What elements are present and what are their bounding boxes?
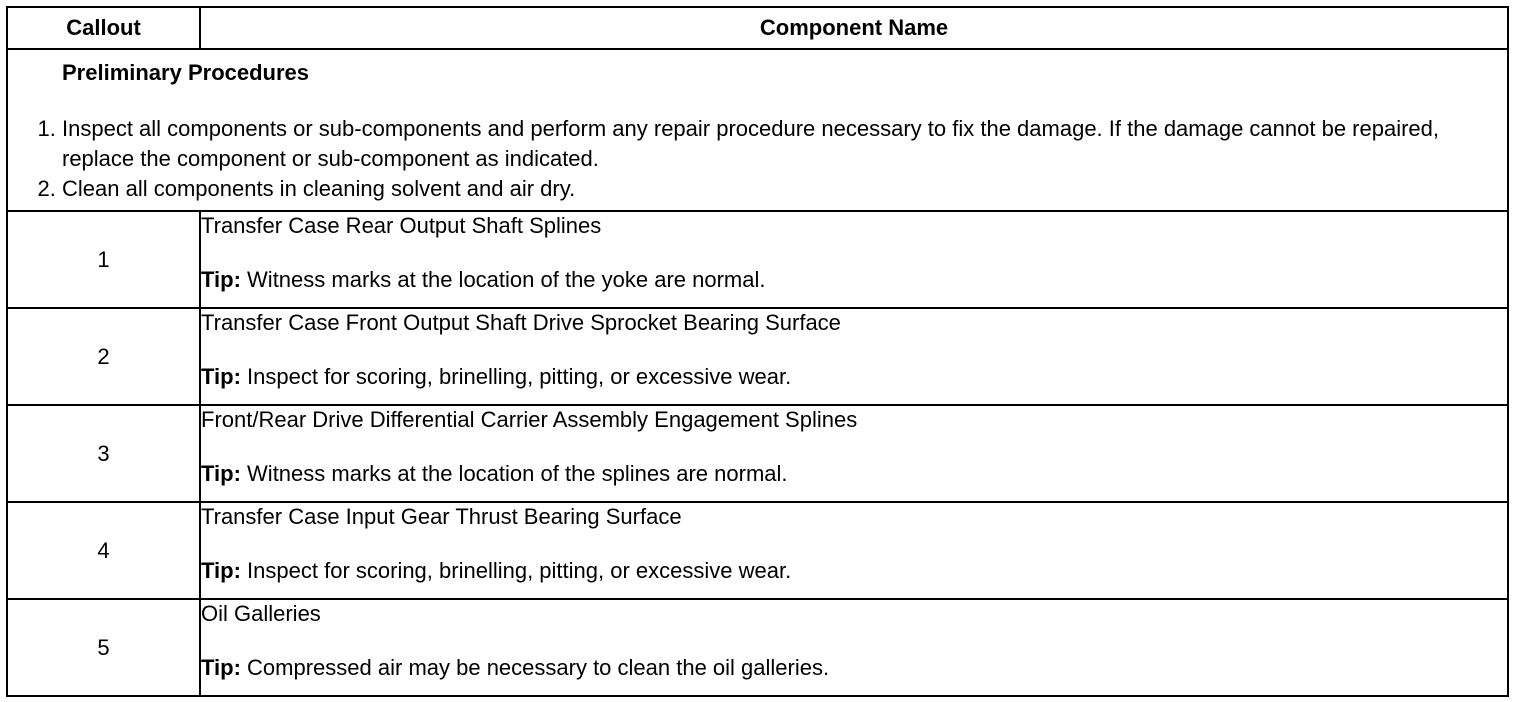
table-row xyxy=(7,599,1508,696)
preliminary-procedures-cell xyxy=(7,49,1508,211)
preliminary-steps-list xyxy=(8,114,1507,204)
tip-body: Inspect for scoring, brinelling, pitting, or excessive wear. xyxy=(247,364,792,389)
tip-text xyxy=(201,654,1507,682)
header-callout: Callout xyxy=(7,7,200,49)
tip-body: Inspect for scoring, brinelling, pitting, or excessive wear. xyxy=(247,558,792,583)
callout-number: 4 xyxy=(7,502,200,599)
callout-number: 3 xyxy=(7,405,200,502)
callout-number: 5 xyxy=(7,599,200,696)
component-name: Transfer Case Rear Output Shaft Splines xyxy=(201,213,602,238)
component-name: Oil Galleries xyxy=(201,601,321,626)
tip-label: Tip: xyxy=(201,558,241,583)
component-name: Transfer Case Input Gear Thrust Bearing Surface xyxy=(201,504,682,529)
preliminary-procedures-title: Preliminary Procedures xyxy=(62,60,310,85)
tip-text xyxy=(201,557,1507,585)
component-cell xyxy=(200,405,1508,502)
callout-number: 1 xyxy=(7,211,200,308)
component-cell xyxy=(200,308,1508,405)
tip-body: Witness marks at the location of the yoke are normal. xyxy=(247,267,766,292)
table-row xyxy=(7,211,1508,308)
component-cell xyxy=(200,599,1508,696)
tip-body: Compressed air may be necessary to clean the oil galleries. xyxy=(247,655,830,680)
preliminary-row xyxy=(7,49,1508,211)
tip-label: Tip: xyxy=(201,655,241,680)
callout-number: 2 xyxy=(7,308,200,405)
tip-text xyxy=(201,460,1507,488)
component-name: Transfer Case Front Output Shaft Drive Sprocket Bearing Surface xyxy=(201,310,841,335)
header-component-name: Component Name xyxy=(200,7,1508,49)
tip-label: Tip: xyxy=(201,267,241,292)
tip-text xyxy=(201,363,1507,391)
tip-label: Tip: xyxy=(201,364,241,389)
table-row xyxy=(7,502,1508,599)
component-name: Front/Rear Drive Differential Carrier Assembly Engagement Splines xyxy=(201,407,858,432)
preliminary-step: 1. Inspect all components or sub-components and perform any repair procedure necessary to fix the damage. If the damage cannot be repaired, replace the component or sub-component as indicated. xyxy=(62,114,1507,174)
header-row xyxy=(7,7,1508,49)
table-row xyxy=(7,308,1508,405)
tip-text xyxy=(201,266,1507,294)
component-table xyxy=(6,6,1509,697)
tip-body: Witness marks at the location of the splines are normal. xyxy=(247,461,788,486)
tip-label: Tip: xyxy=(201,461,241,486)
component-cell xyxy=(200,211,1508,308)
preliminary-step: 2. Clean all components in cleaning solvent and air dry. xyxy=(62,174,1507,204)
table-row xyxy=(7,405,1508,502)
component-cell xyxy=(200,502,1508,599)
